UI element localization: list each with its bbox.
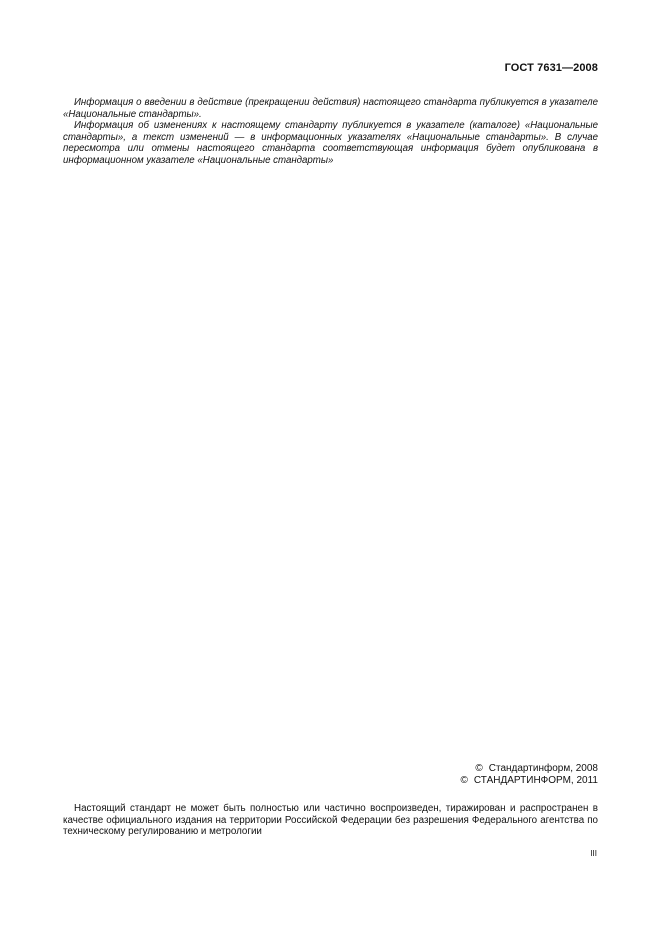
copyright-icon: © [475, 763, 483, 774]
copyright-icon: © [460, 775, 468, 786]
reproduction-notice [63, 803, 598, 838]
info-paragraph-amendments: Информация об изменениях к настоящему стандарту публикуется в указателе (каталоге) «Национальные стандарты», а текст изменений — в информационных указателях «Национальные стандарты». В случае пересмотра или отмены настоящего стандарта соответствующая информация будет опубликована в информационном указателе «Национальные стандарты» [63, 120, 598, 166]
copyright-line-2008 [461, 763, 598, 775]
publication-info [63, 97, 598, 166]
page-number: III [590, 849, 597, 858]
copyright-text: СТАНДАРТИНФОРМ, 2011 [473, 775, 598, 786]
copyright-text: Стандартинформ, 2008 [488, 763, 598, 774]
info-paragraph-introduction: Информация о введении в действие (прекращении действия) настоящего стандарта публикуется в указателе «Национальные стандарты». [63, 97, 598, 120]
copyright-block [461, 763, 598, 787]
standard-designation: ГОСТ 7631—2008 [504, 62, 598, 74]
notice-text: Настоящий стандарт не может быть полностью или частично воспроизведен, тиражирован и распространен в качестве официального издания на территории Российской Федерации без разрешения Федерального агентства по техническому регулированию и метрологии [63, 803, 598, 838]
copyright-line-2011 [461, 775, 598, 787]
